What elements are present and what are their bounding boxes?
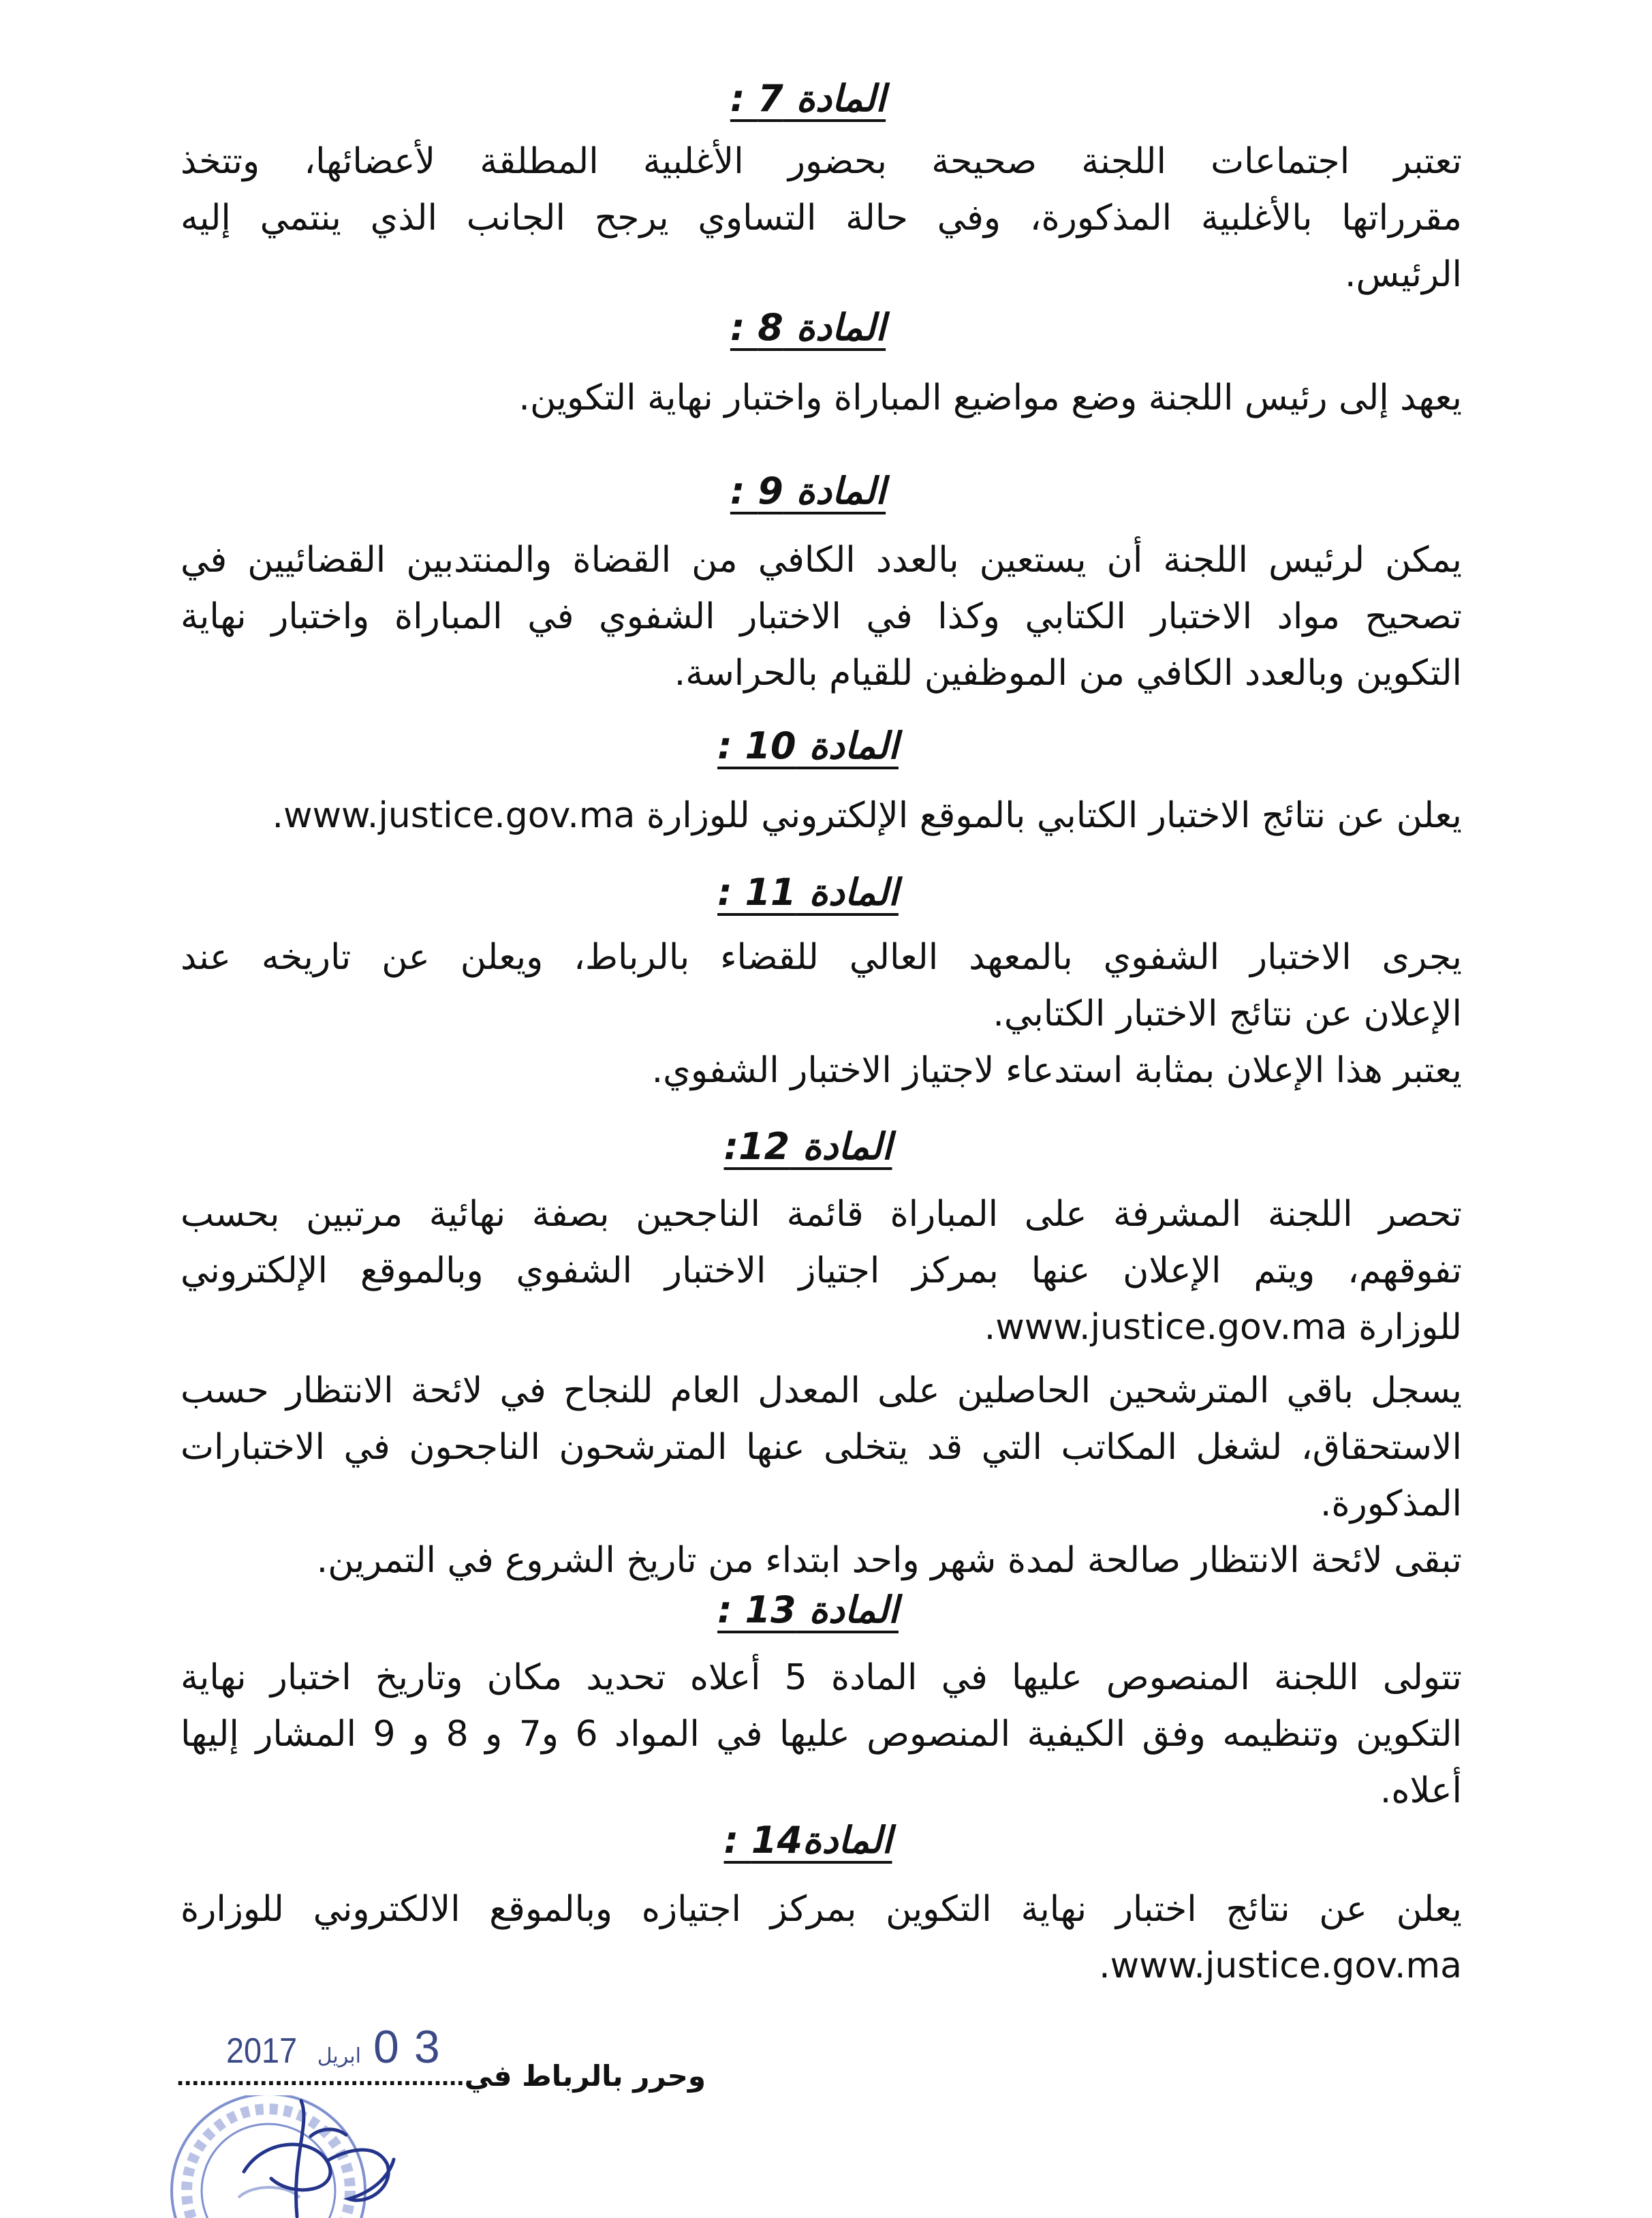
text-line: يجرى الاختبار الشفوي بالمعهد العالي للقضاء بالرباط، ويعلن عن تاريخه عند xyxy=(181,937,1462,978)
text-line: تصحيح مواد الاختبار الكتابي وكذا في الاختبار الشفوي في المباراة واختبار نهاية xyxy=(181,596,1462,637)
text-line: يسجل باقي المترشحين الحاصلين على المعدل العام للنجاح في لائحة الانتظار حسب xyxy=(181,1370,1462,1411)
article-13-text xyxy=(181,1650,1462,1819)
article-10-heading: المادة 10 : xyxy=(717,724,899,767)
text-line: تحصر اللجنة المشرفة على المباراة قائمة الناجحين بصفة نهائية مرتبين بحسب xyxy=(181,1194,1462,1235)
text-line: للوزارة www.justice.gov.ma. xyxy=(984,1307,1462,1348)
article-8-text xyxy=(181,370,1462,427)
text-line: أعلاه. xyxy=(1380,1770,1462,1811)
article-7-text xyxy=(181,134,1462,303)
seal-and-signature xyxy=(157,2095,497,2218)
text-line: www.justice.gov.ma. xyxy=(1099,1945,1462,1986)
article-9-text xyxy=(181,532,1462,702)
article-11-heading: المادة 11 : xyxy=(717,871,899,914)
handwritten-signature-icon xyxy=(244,2101,394,2217)
text-line: يعلن عن نتائج الاختبار الكتابي بالموقع الإلكتروني للوزارة www.justice.gov.ma. xyxy=(272,795,1462,836)
text-line: يعهد إلى رئيس اللجنة وضع مواضيع المباراة واختبار نهاية التكوين. xyxy=(518,378,1462,418)
text-line: تتولى اللجنة المنصوص عليها في المادة 5 أعلاه تحديد مكان وتاريخ اختبار نهاية xyxy=(181,1657,1462,1698)
article-9-heading: المادة 9 : xyxy=(730,469,886,512)
text-line: المذكورة. xyxy=(1320,1483,1462,1524)
article-12-paragraph-3 xyxy=(181,1532,1462,1589)
text-line: تبقى لائحة الانتظار صالحة لمدة شهر واحد ابتداء من تاريخ الشروع في التمرين. xyxy=(316,1540,1462,1581)
date-leader-dots: ...................................... xyxy=(176,2061,465,2091)
date-stamp-day: 03 xyxy=(373,2021,455,2073)
text-line: يمكن لرئيس اللجنة أن يستعين بالعدد الكافي من القضاة والمنتدبين القضائيين في xyxy=(181,540,1462,581)
text-line: يعلن عن نتائج اختبار نهاية التكوين بمركز اجتيازه وبالموقع الالكتروني للوزارة xyxy=(181,1889,1462,1930)
text-line: الإعلان عن نتائج الاختبار الكتابي. xyxy=(993,994,1462,1034)
text-line: يعتبر هذا الإعلان بمثابة استدعاء لاجتياز الاختبار الشفوي. xyxy=(651,1050,1462,1091)
text-line: الاستحقاق، لشغل المكاتب التي قد يتخلى عنها المترشحون الناجحون في الاختبارات xyxy=(181,1427,1462,1468)
article-10-text xyxy=(181,788,1462,844)
text-line: تفوقهم، ويتم الإعلان عنها بمركز اجتياز الاختبار الشفوي وبالموقع الإلكتروني xyxy=(181,1250,1462,1291)
article-12-heading: المادة 12: xyxy=(723,1125,892,1168)
article-8-heading: المادة 8 : xyxy=(730,306,886,349)
text-line: التكوين وبالعدد الكافي من الموظفين للقيام بالحراسة. xyxy=(674,653,1462,694)
article-12-paragraph-1 xyxy=(181,1186,1462,1356)
date-stamp-year: 2017 xyxy=(226,2031,298,2071)
place-date-label: وحرر بالرباط في xyxy=(464,2059,706,2093)
article-11-text xyxy=(181,929,1462,1099)
article-12-paragraph-2 xyxy=(181,1363,1462,1532)
text-line: التكوين وتنظيمه وفق الكيفية المنصوص عليها في المواد 6 و7 و 8 و 9 المشار إليها xyxy=(181,1714,1463,1755)
text-line: الرئيس. xyxy=(1345,254,1462,295)
date-stamp-month: ابريل xyxy=(317,2044,361,2068)
article-14-heading: المادة14 : xyxy=(723,1819,892,1862)
article-14-text xyxy=(181,1881,1462,1994)
text-line: مقرراتها بالأغلبية المذكورة، وفي حالة التساوي يرجح الجانب الذي ينتمي إليه xyxy=(181,198,1462,238)
article-7-heading: المادة 7 : xyxy=(730,77,886,120)
text-line: تعتبر اجتماعات اللجنة صحيحة بحضور الأغلبية المطلقة لأعضائها، وتتخذ xyxy=(181,141,1462,182)
article-13-heading: المادة 13 : xyxy=(717,1588,899,1631)
